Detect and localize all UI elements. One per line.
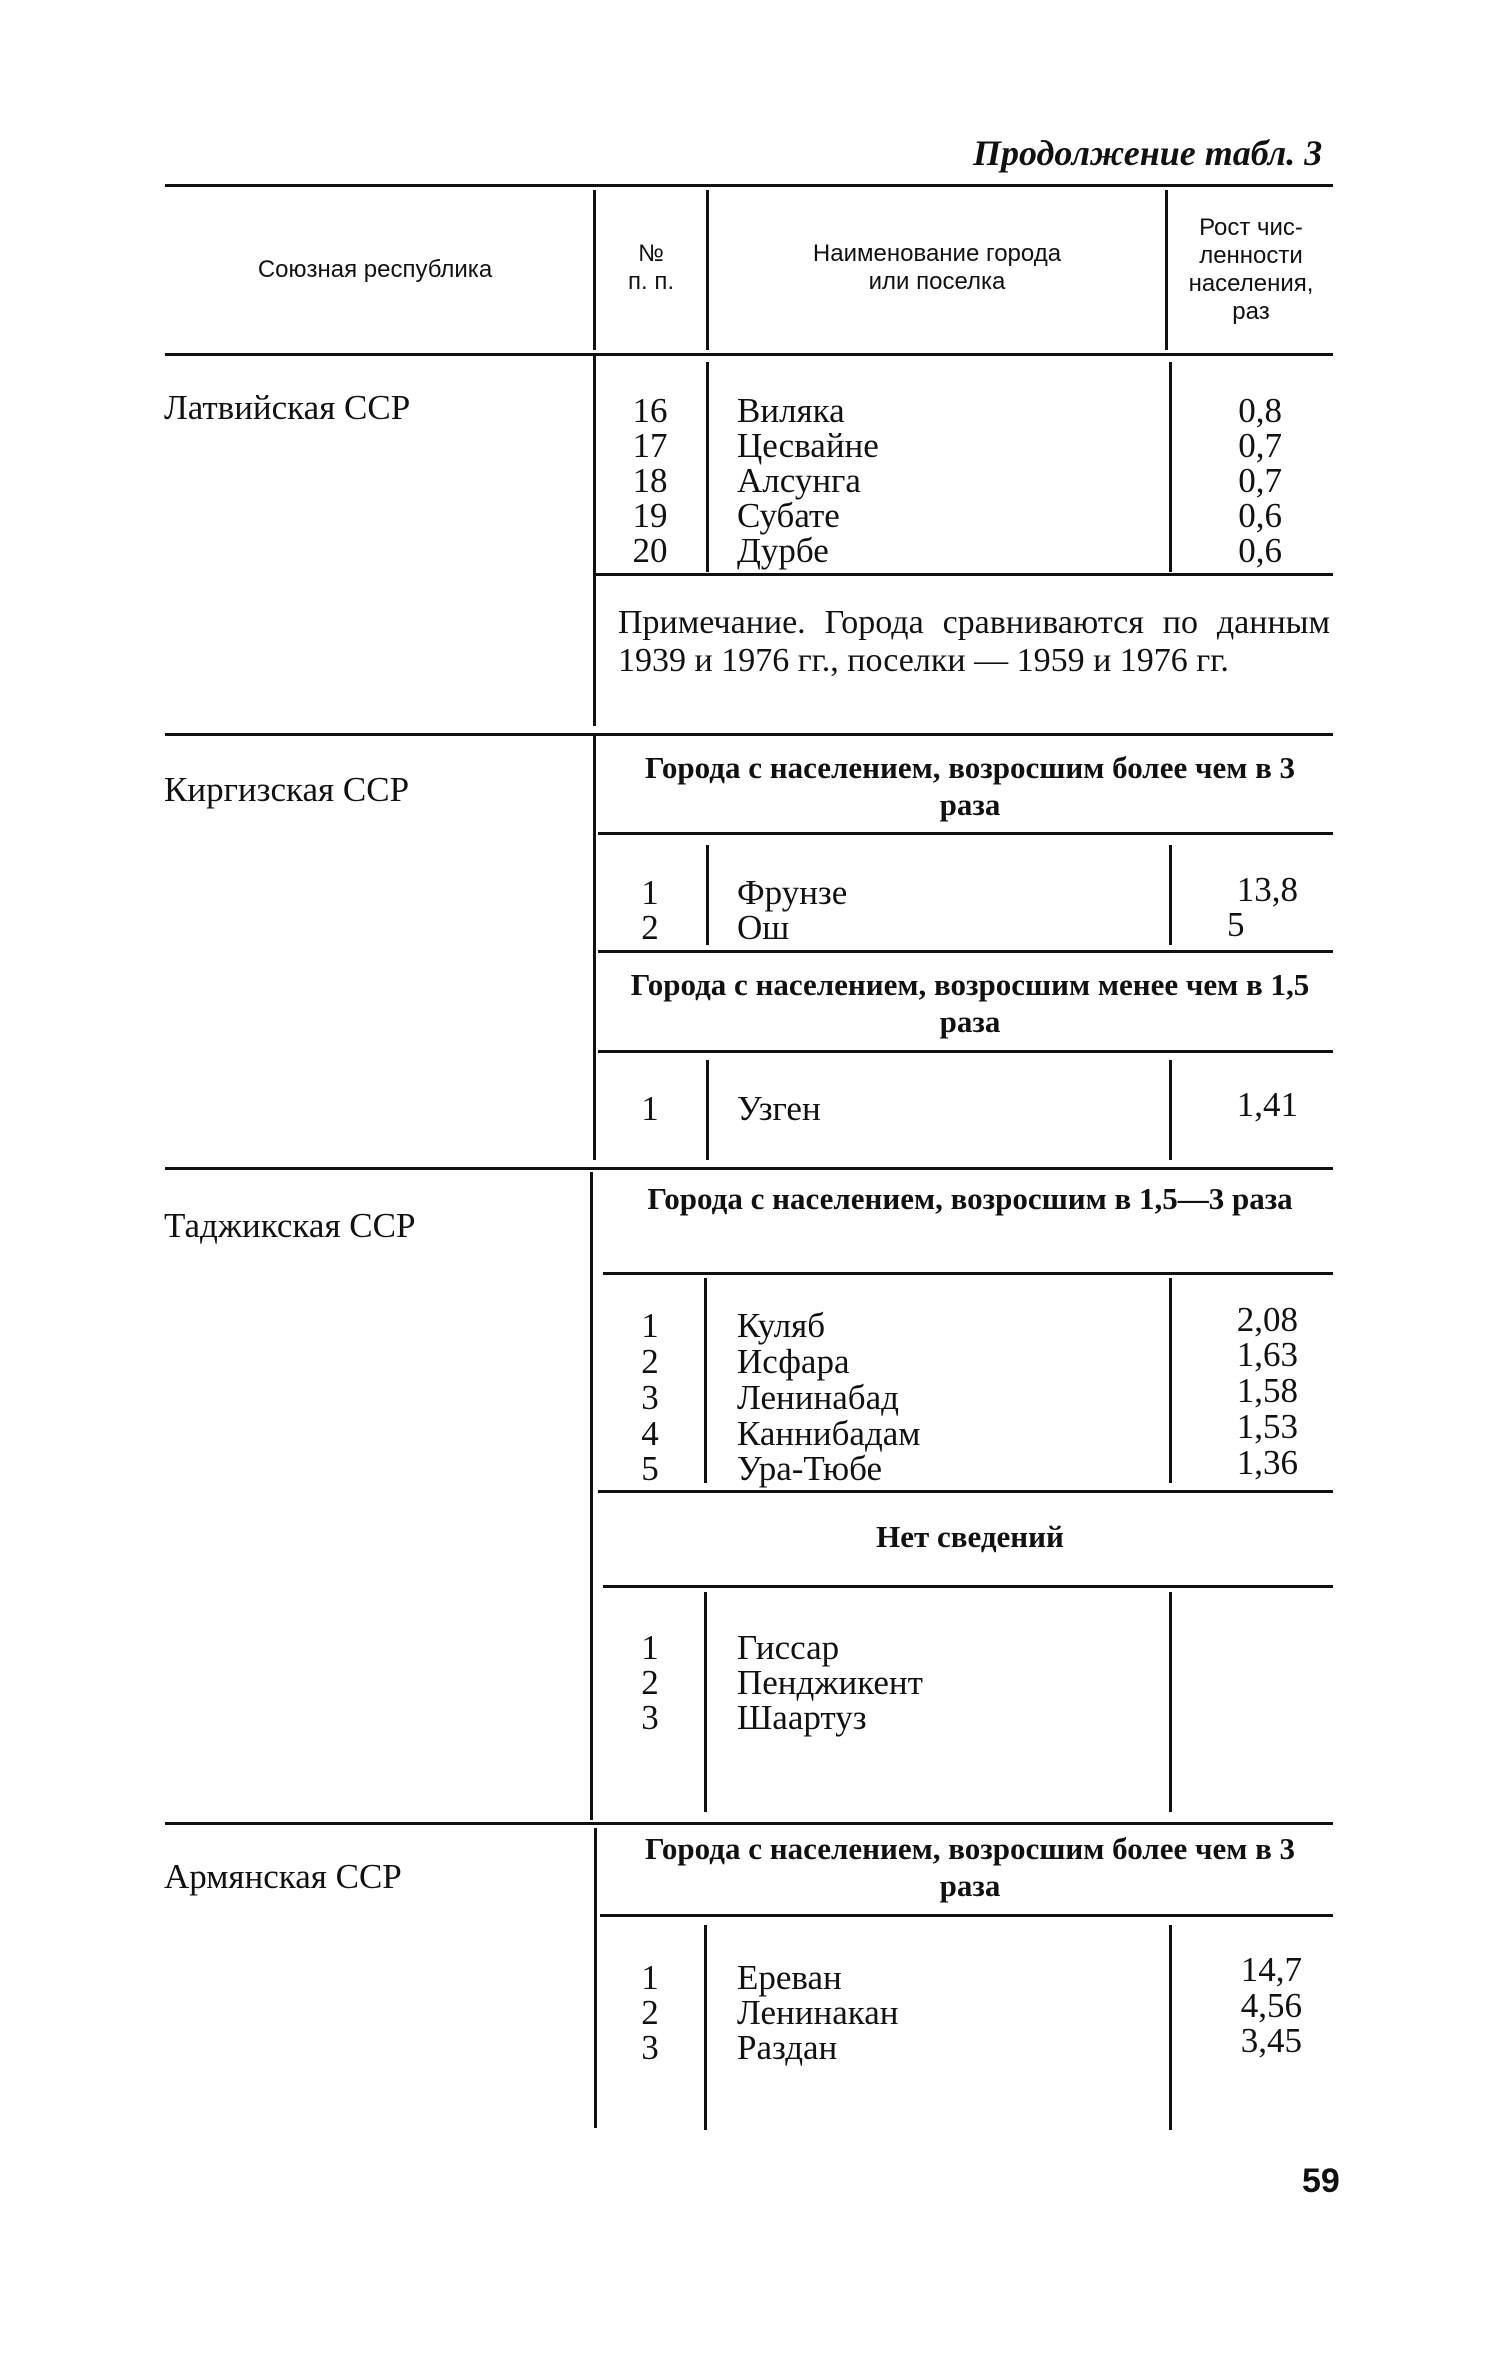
- tajik-row-num: 3: [641, 1698, 659, 1737]
- header-divider-3: [1165, 190, 1168, 350]
- header-bottom-rule: [165, 353, 1333, 356]
- tajik-row-name: Ленинабад: [737, 1378, 899, 1417]
- tajik-row-value: 1,36: [1236, 1443, 1298, 1482]
- latvia-row-value: 0,8: [1238, 391, 1282, 430]
- tajik-group2-rule: [603, 1585, 1333, 1588]
- republic-kyrgyz: Киргизская ССР: [164, 770, 410, 809]
- armenia-left-rule: [594, 1828, 597, 2128]
- tajik-row-num: 2: [641, 1342, 659, 1381]
- armenia-row-value: 4,56: [1240, 1986, 1302, 2025]
- kyrgyz-rows1-rule: [598, 950, 1333, 953]
- armenia-group1-rule: [600, 1914, 1333, 1917]
- tajik-row-value: 1,58: [1236, 1371, 1298, 1410]
- kyrgyz-group-heading-2: Города с населением, возросшим менее чем в 1,5 раза: [630, 967, 1310, 1039]
- latvia-row-num: 20: [632, 531, 668, 570]
- tajik-row-value: 1,53: [1236, 1407, 1298, 1446]
- tajik-row-name: Гиссар: [737, 1628, 840, 1667]
- latvia-row-num: 16: [632, 391, 668, 430]
- tajik-row-value: 2,08: [1236, 1300, 1298, 1339]
- kyrgyz-row-name: Ош: [737, 908, 790, 947]
- latvia-row-name: Виляка: [737, 391, 845, 430]
- tajik-row-name: Каннибадам: [737, 1414, 921, 1453]
- header-republic: Союзная республика: [257, 256, 493, 283]
- header-top-rule: [165, 184, 1333, 187]
- latvia-left-rule: [593, 356, 596, 726]
- kyrgyz-left-rule: [593, 736, 596, 1160]
- kyrgyz-group-heading-1: Города с населением, возросшим более чем в 3 раза: [644, 750, 1296, 822]
- latvia-row-name: Дурбе: [737, 531, 829, 570]
- armenia-divider-2: [1169, 1925, 1172, 2130]
- kyrgyz-row-value: 5: [1227, 905, 1245, 944]
- tajik-row-name: Шаартуз: [737, 1698, 867, 1737]
- tajik-row-num: 1: [641, 1306, 659, 1345]
- section-rule-kyrgyz: [165, 733, 1333, 736]
- latvia-divider-2: [1169, 362, 1172, 572]
- latvia-row-num: 19: [632, 496, 668, 535]
- header-divider-1: [593, 190, 596, 350]
- tajik-divider-1: [704, 1278, 707, 1483]
- header-growth: Рост чис- ленности населения, раз: [1188, 214, 1314, 325]
- tajik-divider-4: [1169, 1592, 1172, 1812]
- armenia-row-num: 1: [641, 1958, 659, 1997]
- table-caption: Продолжение табл. 3: [973, 133, 1323, 173]
- header-number: № п. п.: [628, 240, 674, 295]
- latvia-row-num: 18: [632, 461, 668, 500]
- armenia-divider-1: [704, 1925, 707, 2130]
- kyrgyz-divider-4: [1169, 1060, 1172, 1160]
- tajik-row-name: Ура-Тюбе: [737, 1449, 883, 1488]
- kyrgyz-row-num: 1: [641, 1089, 659, 1128]
- kyrgyz-row-num: 1: [641, 873, 659, 912]
- tajik-row-name: Пенджикент: [737, 1663, 923, 1702]
- latvia-row-name: Цесвайне: [737, 426, 879, 465]
- armenia-group-heading-1: Города с населением, возросшим более чем в 3 раза: [644, 1831, 1296, 1903]
- kyrgyz-divider-2: [1169, 845, 1172, 945]
- latvia-rows-rule: [596, 573, 1333, 576]
- armenia-row-name: Ленинакан: [737, 1993, 899, 2032]
- armenia-row-value: 3,45: [1240, 2021, 1302, 2060]
- tajik-group-heading-2: Нет сведений: [876, 1519, 1064, 1554]
- kyrgyz-group2-rule: [598, 1050, 1333, 1053]
- header-name: Наименование города или поселка: [812, 240, 1062, 295]
- kyrgyz-divider-1: [706, 845, 709, 945]
- tajik-row-name: Исфара: [737, 1342, 850, 1381]
- tajik-row-num: 4: [641, 1414, 659, 1453]
- latvia-row-value: 0,7: [1238, 426, 1282, 465]
- armenia-row-num: 3: [641, 2028, 659, 2067]
- armenia-row-name: Раздан: [737, 2028, 838, 2067]
- kyrgyz-group1-rule: [598, 832, 1333, 835]
- tajik-row-num: 2: [641, 1663, 659, 1702]
- latvia-row-name: Субате: [737, 496, 840, 535]
- latvia-row-num: 17: [632, 426, 668, 465]
- tajik-row-value: 1,63: [1236, 1335, 1298, 1374]
- latvia-divider-1: [706, 362, 709, 572]
- kyrgyz-row-name: Фрунзе: [737, 873, 848, 912]
- tajik-row-num: 1: [641, 1628, 659, 1667]
- armenia-row-name: Ереван: [737, 1958, 842, 1997]
- tajik-left-rule: [590, 1172, 593, 1820]
- latvia-row-name: Алсунга: [737, 461, 861, 500]
- tajik-group-heading-1: Города с населением, возросшим в 1,5—3 раза: [647, 1181, 1293, 1216]
- tajik-group1-rule: [603, 1272, 1333, 1275]
- armenia-row-num: 2: [641, 1993, 659, 2032]
- kyrgyz-row-name: Узген: [737, 1089, 821, 1128]
- tajik-row-name: Куляб: [737, 1306, 826, 1345]
- kyrgyz-row-value: 1,41: [1236, 1085, 1298, 1124]
- tajik-row-num: 3: [641, 1378, 659, 1417]
- latvia-note: Примечание. Города сравниваются по данным 1939 и 1976 гг., поселки — 1959 и 1976 гг.: [618, 604, 1330, 679]
- tajik-divider-3: [704, 1592, 707, 1812]
- latvia-row-value: 0,6: [1238, 531, 1282, 570]
- tajik-rows1-rule: [598, 1490, 1333, 1493]
- page-number: 59: [1302, 2162, 1340, 2200]
- tajik-divider-2: [1169, 1278, 1172, 1483]
- tajik-row-num: 5: [641, 1449, 659, 1488]
- latvia-row-value: 0,6: [1238, 496, 1282, 535]
- latvia-row-value: 0,7: [1238, 461, 1282, 500]
- republic-armenia: Армянская ССР: [164, 1857, 402, 1896]
- republic-latvia: Латвийская ССР: [164, 388, 411, 427]
- republic-tajik: Таджикская ССР: [164, 1206, 416, 1245]
- kyrgyz-row-value: 13,8: [1236, 870, 1298, 909]
- section-rule-tajik: [165, 1167, 1333, 1170]
- kyrgyz-row-num: 2: [641, 908, 659, 947]
- kyrgyz-divider-3: [706, 1060, 709, 1160]
- section-rule-armenia: [165, 1822, 1333, 1825]
- header-divider-2: [706, 190, 709, 350]
- armenia-row-value: 14,7: [1240, 1950, 1302, 1989]
